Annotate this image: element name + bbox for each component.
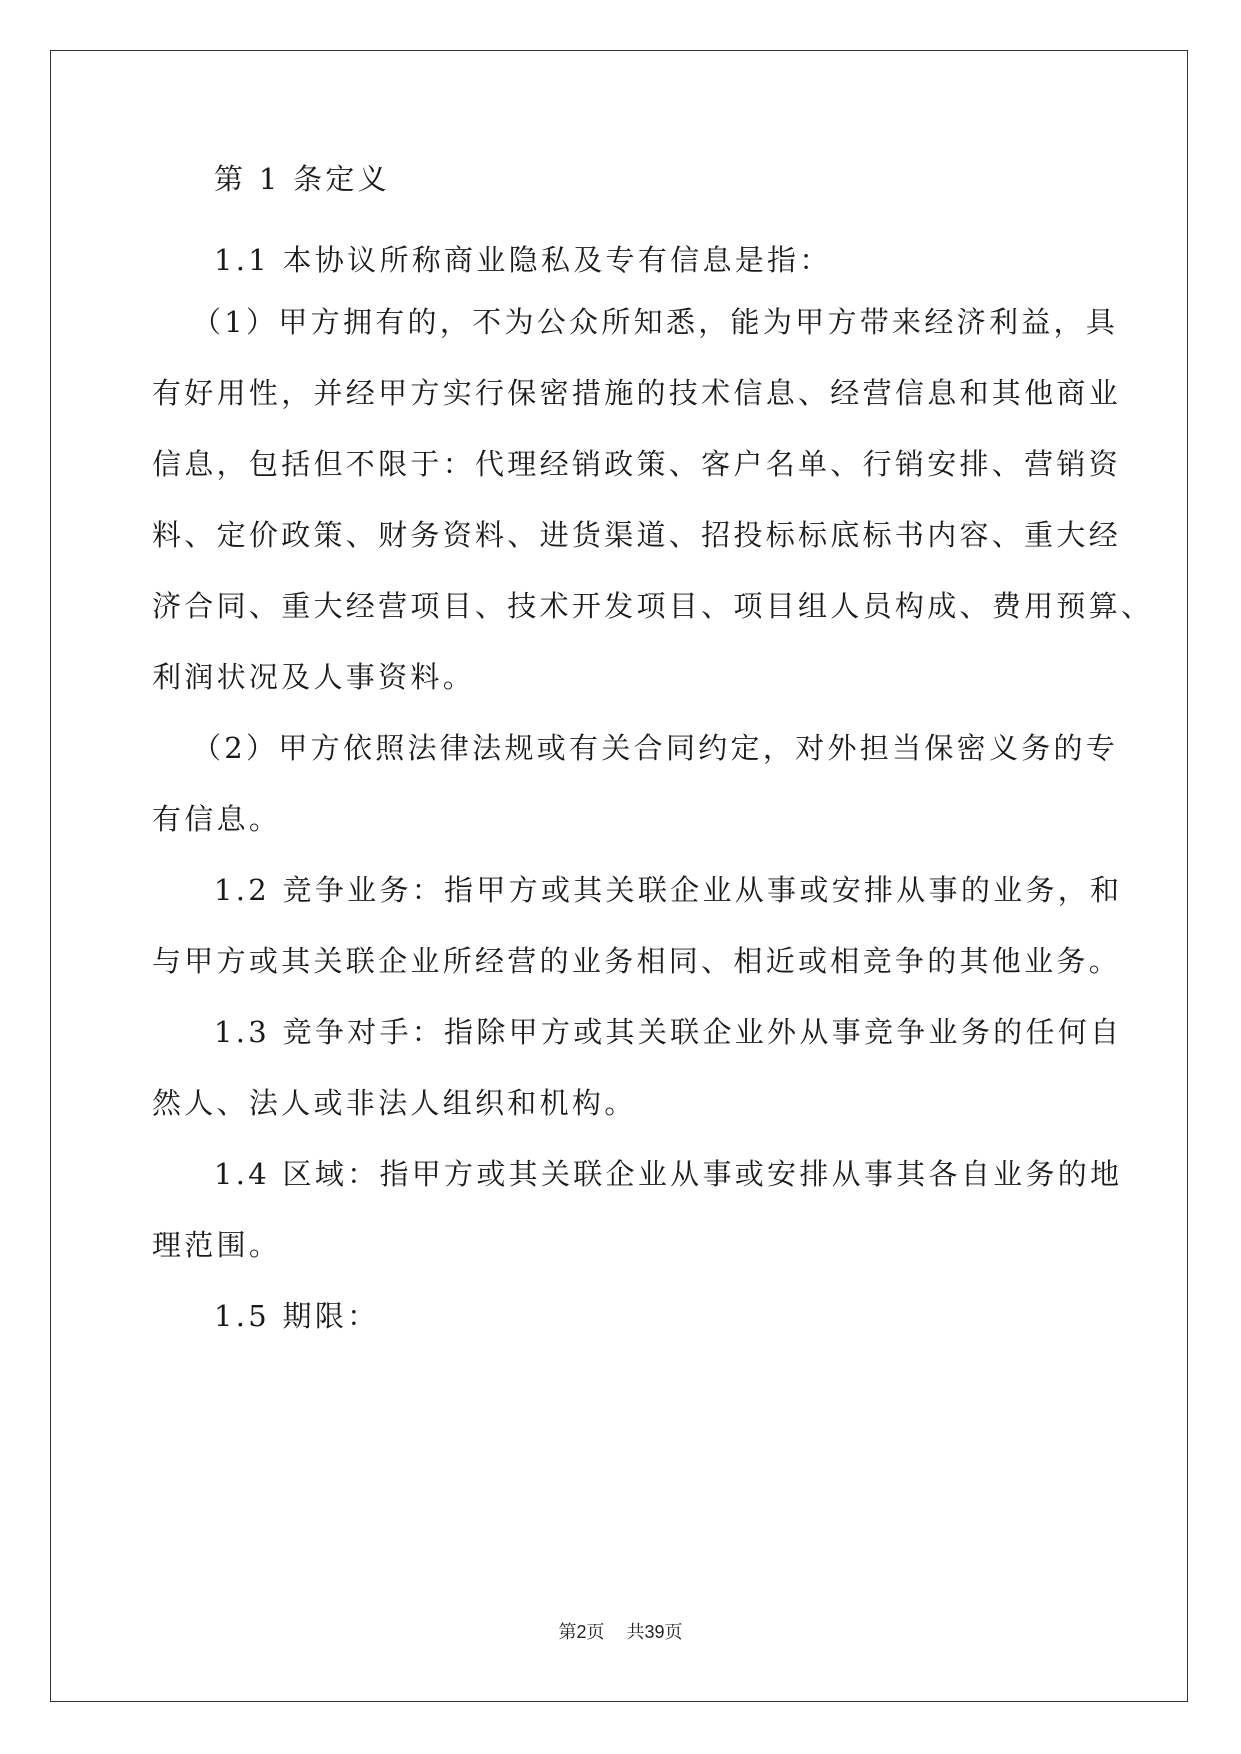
paragraph-line: （1）甲方拥有的，不为公众所知悉，能为甲方带来经济利益，具 bbox=[192, 305, 1119, 339]
total-suffix: 页 bbox=[664, 1622, 683, 1643]
paragraph-line: 利润状况及人事资料。 bbox=[152, 660, 476, 694]
paragraph-line: 1.4 区域：指甲方或其关联企业从事或安排从事其各自业务的地 bbox=[214, 1157, 1123, 1191]
page-number: 2 bbox=[576, 1622, 587, 1642]
paragraph-line: 然人、法人或非法人组织和机构。 bbox=[152, 1086, 637, 1120]
total-pages: 39 bbox=[644, 1622, 665, 1642]
paragraph-line: 料、定价政策、财务资料、进货渠道、招投标标底标书内容、重大经 bbox=[152, 518, 1122, 552]
paragraph-line: （2）甲方依照法律法规或有关合同约定，对外担当保密义务的专 bbox=[192, 731, 1119, 765]
total-prefix: 共 bbox=[626, 1622, 645, 1643]
paragraph-line: 理范围。 bbox=[152, 1228, 282, 1262]
paragraph-line: 1.3 竞争对手：指除甲方或其关联企业外从事竞争业务的任何自 bbox=[214, 1015, 1123, 1049]
paragraph-line: 信息，包括但不限于：代理经销政策、客户名单、行销安排、营销资 bbox=[152, 447, 1122, 481]
page-prefix: 第 bbox=[558, 1622, 577, 1643]
paragraph-line: 1.2 竞争业务：指甲方或其关联企业从事或安排从事的业务，和 bbox=[214, 873, 1123, 907]
paragraph-line: 1.5 期限： bbox=[214, 1299, 380, 1333]
paragraph-line: 济合同、重大经营项目、技术开发项目、项目组人员构成、费用预算、 bbox=[152, 589, 1154, 623]
page-footer bbox=[0, 1620, 1241, 1645]
page-suffix: 页 bbox=[586, 1622, 605, 1643]
paragraph-line: 与甲方或其关联企业所经营的业务相同、相近或相竞争的其他业务。 bbox=[152, 944, 1122, 978]
section-heading: 第 1 条定义 bbox=[214, 162, 390, 196]
paragraph-line: 有好用性，并经甲方实行保密措施的技术信息、经营信息和其他商业 bbox=[152, 376, 1122, 410]
paragraph-line: 有信息。 bbox=[152, 802, 282, 836]
paragraph-line: 1.1 本协议所称商业隐私及专有信息是指： bbox=[214, 243, 832, 277]
